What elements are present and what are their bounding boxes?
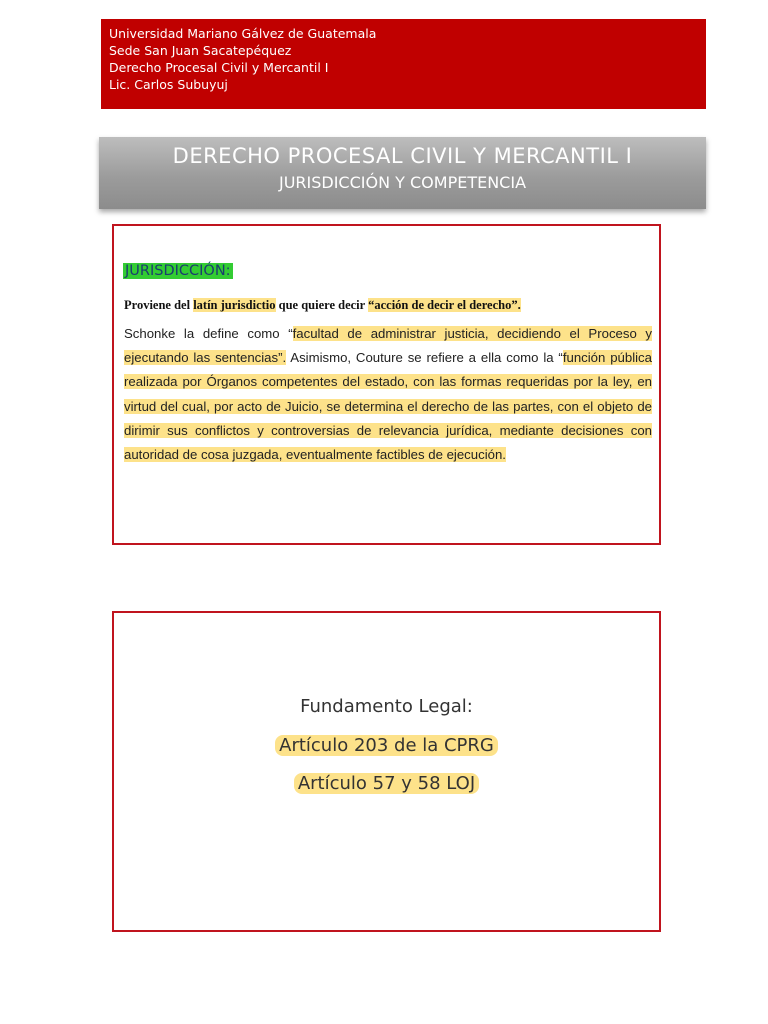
definition-highlight-schonke: facultad de administrar justicia, decidiendo el Proceso y ejecutando las sentencias”. <box>124 326 653 366</box>
definition-text-1: Schonke la define como “ <box>124 326 293 341</box>
header-line-course: Derecho Procesal Civil y Mercantil I <box>109 60 329 75</box>
intro-text-2: que quiere decir <box>275 298 369 312</box>
page-title: DERECHO PROCESAL CIVIL Y MERCANTIL I <box>172 144 633 168</box>
definition-highlight-couture: función pública realizada por Órganos competentes del estado, con las formas requeridas por la ley, en virtud del cual, por acto de Juicio, se determina el derecho de las partes, con el objeto de dirimir sus conflictos y controversias de relevancia jurídica, mediante decisiones con autoridad de cosa juzgada, eventualmente factibles de ejecución. <box>124 350 652 463</box>
definition-paragraph <box>124 322 652 467</box>
legal-item-cprg: Artículo 203 de la CPRG <box>275 735 498 756</box>
jurisdiccion-heading <box>123 263 233 279</box>
jurisdiccion-heading-text: JURISDICCIÓN: <box>125 263 231 279</box>
intro-highlight-meaning: “acción de decir el derecho”. <box>368 298 521 312</box>
page-subtitle: JURISDICCIÓN Y COMPETENCIA <box>278 173 527 192</box>
title-banner <box>99 137 706 209</box>
header-line-professor: Lic. Carlos Subuyuj <box>109 77 228 92</box>
fundamento-legal-box <box>112 611 661 932</box>
intro-text-1: Proviene del <box>124 298 194 312</box>
header-line-campus: Sede San Juan Sacatepéquez <box>109 43 292 58</box>
etymology-paragraph <box>124 298 649 313</box>
header-line-university: Universidad Mariano Gálvez de Guatemala <box>109 26 377 41</box>
legal-item <box>114 735 659 756</box>
definition-text-2: Asimismo, Couture se refiere a ella como la “ <box>286 350 563 366</box>
institution-header <box>101 19 706 109</box>
jurisdiccion-box <box>112 224 661 545</box>
intro-highlight-latin: latín jurisdictio <box>193 298 276 312</box>
fundamento-label: Fundamento Legal: <box>300 696 473 717</box>
legal-item-loj: Artículo 57 y 58 LOJ <box>294 773 479 794</box>
legal-item <box>114 773 659 794</box>
